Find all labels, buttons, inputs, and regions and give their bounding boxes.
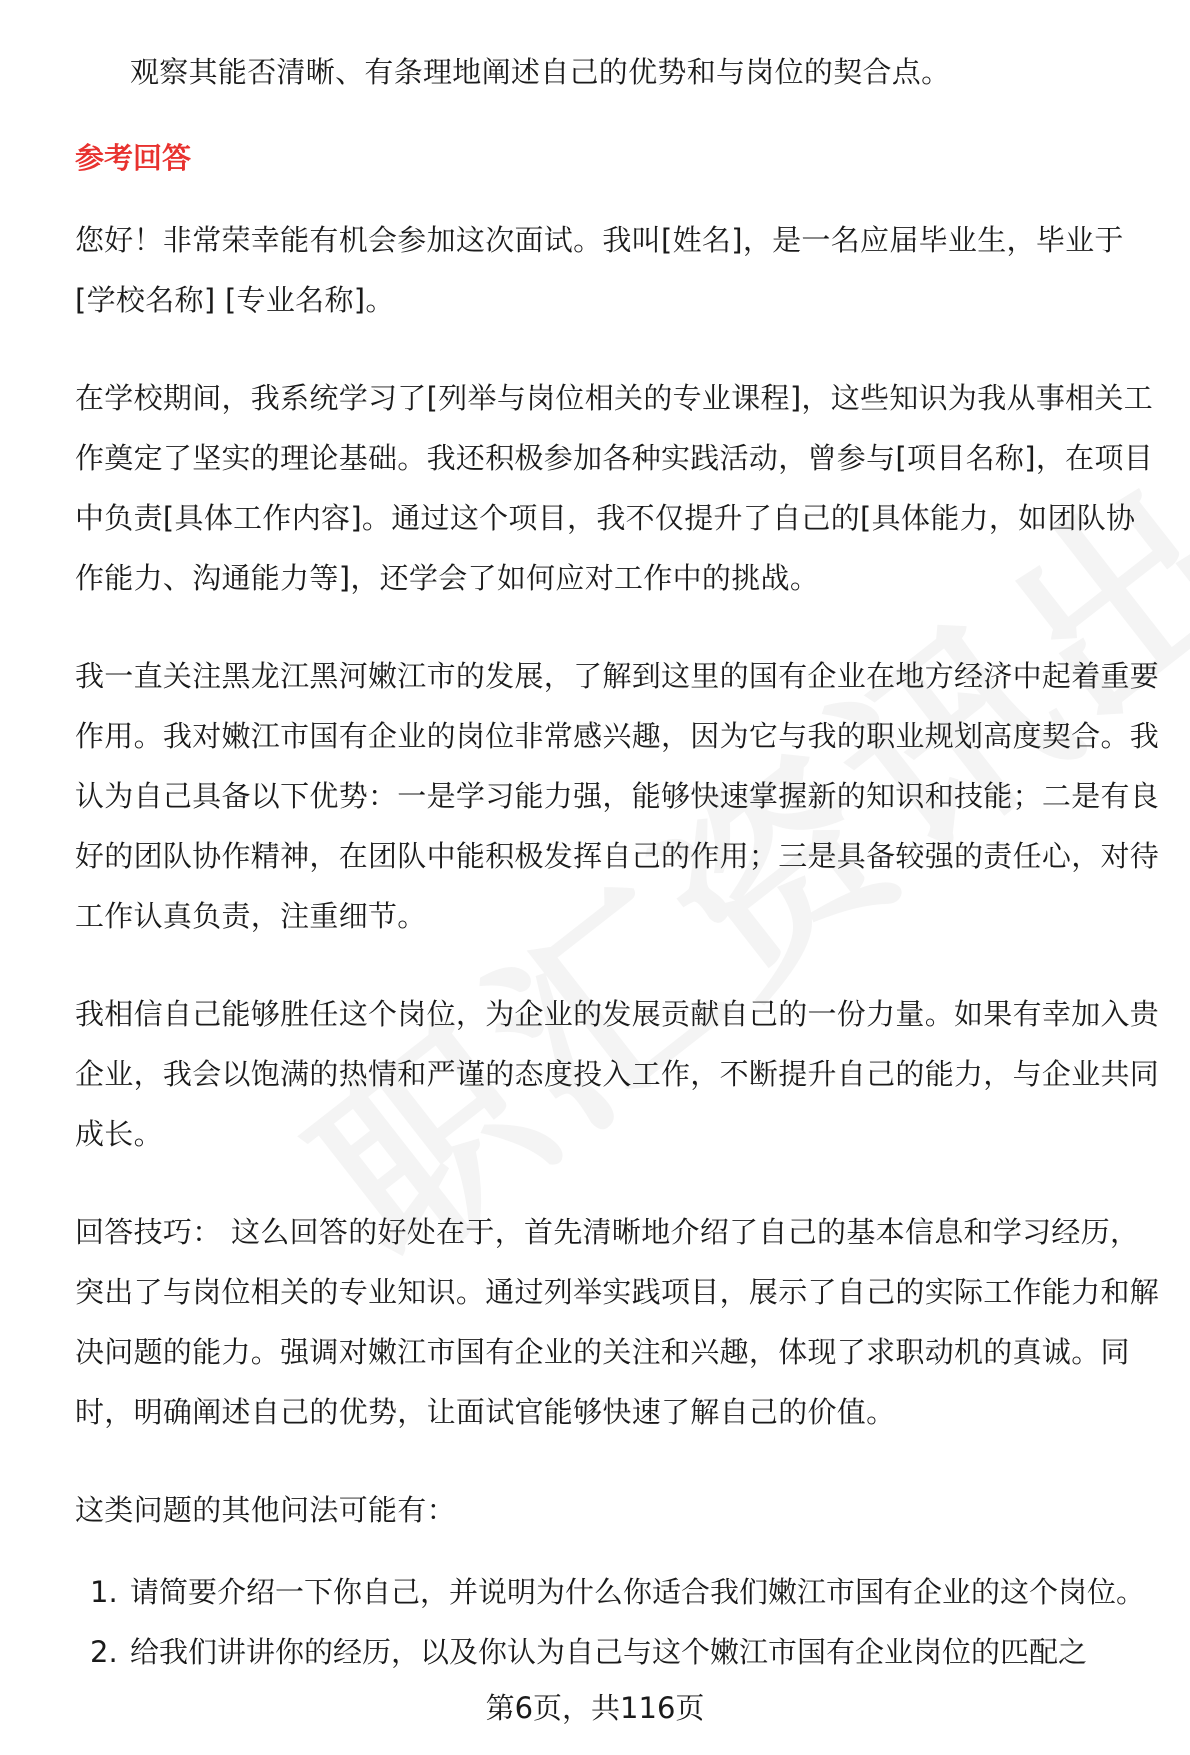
section-heading: 参考回答 <box>75 141 192 175</box>
question-list <box>75 1562 1160 1682</box>
paragraph-motivation: 我一直关注黑龙江黑河嫩江市的发展，了解到这里的国有企业在地方经济中起着重要作用。我对嫩江市国有企业的岗位非常感兴趣，因为它与我的职业规划高度契合。我认为自己具备以下优势：一是学习能力强，能够快速掌握新的知识和技能；二是有良好的团队协作精神，在团队中能积极发挥自己的作用；三是具备较强的责任心，对待工作认真负责，注重细节。 <box>75 659 1160 933</box>
list-item-text: 请简要介绍一下你自己，并说明为什么你适合我们嫩江市国有企业的这个岗位。 <box>130 1575 1146 1609</box>
list-item <box>75 1622 1160 1682</box>
paragraph-other-questions: 这类问题的其他问法可能有： <box>75 1493 456 1527</box>
paragraph-closing: 我相信自己能够胜任这个岗位，为企业的发展贡献自己的一份力量。如果有幸加入贵企业，我会以饱满的热情和严谨的态度投入工作，不断提升自己的能力，与企业共同成长。 <box>75 997 1160 1151</box>
page-content <box>75 42 1160 1682</box>
intro-line: 观察其能否清晰、有条理地阐述自己的优势和与岗位的契合点。 <box>130 55 951 89</box>
list-item-text: 给我们讲讲你的经历，以及你认为自己与这个嫩江市国有企业岗位的匹配之 <box>130 1635 1088 1669</box>
paragraph-greeting: 您好！非常荣幸能有机会参加这次面试。我叫[姓名]，是一名应届毕业生，毕业于[学校名称] [专业名称]。 <box>75 223 1124 317</box>
paragraph-tips: 回答技巧： 这么回答的好处在于，首先清晰地介绍了自己的基本信息和学习经历，突出了与岗位相关的专业知识。通过列举实践项目，展示了自己的实际工作能力和解决问题的能力。强调对嫩江市国有企业的关注和兴趣，体现了求职动机的真诚。同时，明确阐述自己的优势，让面试官能够快速了解自己的价值。 <box>75 1215 1160 1429</box>
paragraph-education: 在学校期间，我系统学习了[列举与岗位相关的专业课程]，这些知识为我从事相关工作奠定了坚实的理论基础。我还积极参加各种实践活动，曾参与[项目名称]，在项目中负责[具体工作内容]。通过这个项目，我不仅提升了自己的[具体能力，如团队协作能力、沟通能力等]，还学会了如何应对工作中的挑战。 <box>75 381 1154 595</box>
page-footer: 第6页，共116页 <box>485 1691 705 1725</box>
list-item <box>75 1562 1160 1622</box>
list-item-number: 1. <box>90 1575 118 1609</box>
list-item-number: 2. <box>90 1635 118 1669</box>
